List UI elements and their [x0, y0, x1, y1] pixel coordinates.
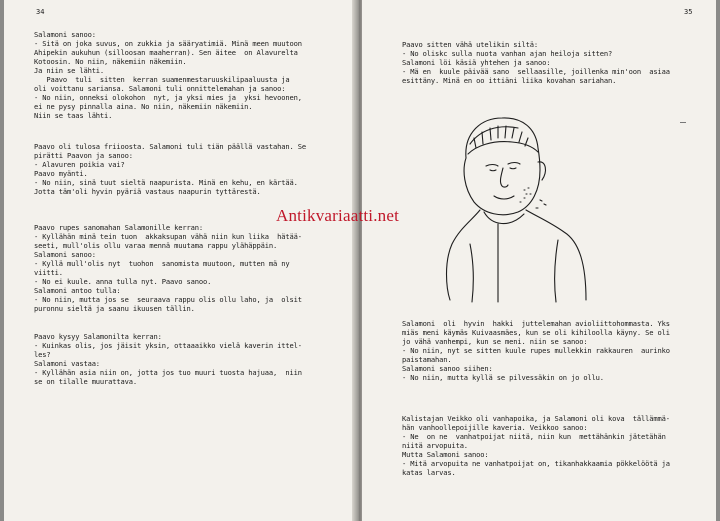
text-line: paistamahan.	[402, 355, 452, 364]
text-line: - No oliskc sulla nuota vanhan ajan heiloja sitten?	[402, 49, 613, 58]
text-line: Niin se taas lähti.	[34, 111, 113, 120]
text-line: - Mä en kuule päivää sano sellaasille, joillenka min'oon asiaa	[402, 67, 670, 76]
text-line: pirätti Paavon ja sanoo:	[34, 151, 133, 160]
salamoni-illustration	[440, 104, 600, 304]
text-line: - Kuinkas olis, jos jäisit yksin, ottaaaikko vielä kaverin ittel-	[34, 341, 302, 350]
text-line: Salamoni antoo tulla:	[34, 286, 121, 295]
watermark: Antikvariaatti.net	[276, 206, 400, 225]
text-line: puronnu sieltä ja saanu ikuusen tällin.	[34, 304, 195, 313]
text-line: - Ne on ne vanhatpoijat niitä, niin kun mettähänkin jätetähän	[402, 432, 666, 441]
text-line: Salamoni vastaa:	[34, 359, 100, 368]
text-line: jo vähä vanhempi, kun se meni. niin se sanoo:	[402, 337, 588, 346]
text-line: - No niin, onneksi olokohon nyt, ja yksi mies ja yksi hevoonen,	[34, 93, 302, 102]
text-line: - No niin, mutta kyllä se pilvessäkin on jo ollu.	[402, 373, 604, 382]
text-line: Paavo rupes sanomahan Salamonille kerran:	[34, 223, 203, 232]
text-line: Salamoni sanoo:	[34, 250, 96, 259]
text-line: - No niin, nyt se sitten kuule rupes mullekkin rakkauren aurinko	[402, 346, 670, 355]
text-line: - No niin, sinä tuut sieltä naapurista. Minä en kehu, en kärtää.	[34, 178, 298, 187]
text-line: esittäny. Minä en oo ittiäni liika kovahan sariahan.	[402, 76, 617, 85]
page-mark	[680, 122, 686, 123]
text-line: Jotta täm'oli hyvin pyäriä vastaus naapurin tyttärestä.	[34, 187, 261, 196]
left-page	[4, 0, 356, 521]
text-line: katas larvas.	[402, 468, 456, 477]
text-line: - Kyllähän asia niin on, jotta jos tuo muuri tuosta hajuaa, niin	[34, 368, 302, 377]
text-line: - Alavuren poikia vai?	[34, 160, 125, 169]
page-number-right: 35	[684, 8, 693, 16]
text-line: - Kyllähän minä tein tuon akkaksupan vähä niin kun liika hätää-	[34, 232, 302, 241]
text-line: Salamoni löi käsiä yhtehen ja sanoo:	[402, 58, 551, 67]
text-line: se on tilalle muurattava.	[34, 377, 138, 386]
text-line: hän vanhoollepoijille kaveria. Veikkoo sanoo:	[402, 423, 588, 432]
text-line: oli voittanu sariansa. Salamoni tuli onnittelemahan ja sanoo:	[34, 84, 286, 93]
text-line: miäs meni käymäs Kuivaasmäes, kun se oli kihiloolla käyny. Se oli	[402, 328, 670, 337]
text-line: Ja niin se lähti.	[34, 66, 105, 75]
text-line: les?	[34, 350, 51, 359]
right-page	[362, 0, 716, 521]
text-line: Paavo sitten vähä utelikin siltä:	[402, 40, 538, 49]
text-line: niitä arvopuita.	[402, 441, 468, 450]
text-line: - Mitä arvopuita ne vanhatpoijat on, tikanhakkaamia pökkelöötä ja	[402, 459, 670, 468]
text-line: Kalistajan Veikko oli vanhapoika, ja Salamoni oli kova tällämmä-	[402, 414, 670, 423]
text-line: - Kyllä mull'olis nyt tuohon sanomista muutoon, mutten mä ny	[34, 259, 290, 268]
text-line: Paavo tuli sitten kerran suamenmestaruuskilipaaluusta ja	[34, 75, 290, 84]
text-line: viitti.	[34, 268, 63, 277]
text-line: Paavo myänti.	[34, 169, 88, 178]
text-line: Salamoni sanoo:	[34, 30, 96, 39]
text-line: Paavo kysyy Salamonilta kerran:	[34, 332, 162, 341]
text-line: Mutta Salamoni sanoo:	[402, 450, 489, 459]
text-line: - No niin, mutta jos se seuraava rappu olis ollu laho, ja olsit	[34, 295, 302, 304]
text-line: - No ei kuule. anna tulla nyt. Paavo sanoo.	[34, 277, 212, 286]
text-line: Paavo oli tulosa friioosta. Salamoni tuli tiän päällä vastahan. Se	[34, 142, 306, 151]
text-line: Kotoosin. No niin, näkemiin näkemiin.	[34, 57, 187, 66]
text-line: Salamoni oli hyvin hakki juttelemahan avioliittohommasta. Yks	[402, 319, 670, 328]
text-line: Ahipekin aukuhun (silloosan maaherran). Sen äitee on Alavurelta	[34, 48, 298, 57]
text-line: Salamoni sanoo siihen:	[402, 364, 493, 373]
text-line: seeti, mull'olis ollu varaa mennä muutama rappu ylähäppäin.	[34, 241, 278, 250]
page-number-left: 34	[36, 8, 45, 16]
text-line: ei ne pysy pinnalla aina. No niin, näkemiin näkemiin.	[34, 102, 253, 111]
text-line: - Sitä on joka suvus, on zukkia ja sääryatimiä. Minä meen muutoon	[34, 39, 302, 48]
